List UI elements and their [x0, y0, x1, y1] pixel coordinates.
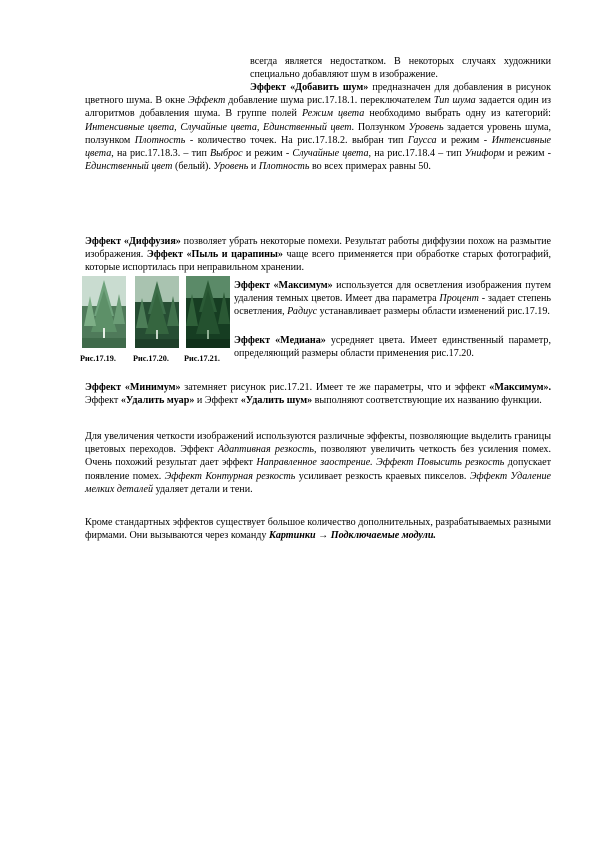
- figure-17-20-image: [135, 276, 179, 348]
- effect-name: «Удалить шум»: [240, 395, 313, 407]
- paragraph-add-noise-effect: [85, 81, 551, 173]
- effect-name: Эффект «Минимум»: [85, 382, 181, 393]
- effect-name: Эффект «Диффузия»: [85, 236, 181, 247]
- text: и: [248, 161, 259, 173]
- term: Уровень: [213, 161, 249, 173]
- term: Единственный цвет: [85, 161, 173, 173]
- menu-command: Картинки → Подключаемые модули.: [268, 530, 436, 542]
- text: Кроме стандартных эффектов существует большое количество дополнительных, разрабатываемых разными фирмами. Они вызываются через команду: [85, 517, 551, 542]
- text: удаляет детали и тени.: [153, 483, 253, 495]
- effect-name: Эффект «Медиана»: [234, 335, 326, 346]
- text: усиливает резкость краевых пикселов.: [295, 470, 470, 482]
- term: Интенсивные цвета: [85, 134, 552, 160]
- term: Плотность: [134, 134, 186, 146]
- term: Уровень: [408, 121, 444, 133]
- text: , на рис.17.18.3. – тип: [111, 148, 211, 160]
- paragraph-median-effect: [234, 334, 551, 360]
- text: и режим -: [242, 148, 293, 160]
- term: Радиус: [287, 306, 318, 318]
- text: позволяют увеличить четкость без усиления помех. Очень похожий результат дает эффект: [85, 444, 551, 469]
- text: и режим -: [436, 134, 492, 146]
- paragraph-maximum-effect: [234, 279, 551, 319]
- term: Тип шума: [433, 95, 476, 107]
- term: Эффект Удаление мелких деталей: [85, 470, 551, 495]
- term: Процент: [439, 293, 479, 305]
- paragraph-plugins: [85, 516, 551, 542]
- text: чаще всего применяется при обработке старых фотографий, которые испортилась при неправильном хранении.: [85, 249, 552, 274]
- figure-17-19-image: [82, 276, 126, 348]
- text: задается один из алгоритмов добавления шума. В группе полей: [85, 95, 552, 120]
- effect-name: Эффект «Пыль и царапины»: [146, 249, 283, 261]
- term: Адаптивная резкость,: [217, 444, 317, 456]
- text: необходимо выбрать одну из категорий:: [364, 108, 551, 120]
- term: Интенсивные цвета, Случайные цвета, Единственный цвет.: [85, 121, 355, 133]
- text: усредняет цвета. Имеет единственный параметр, определяющий размеры области применения рис.17.20.: [234, 335, 551, 360]
- text: затемняет рисунок рис.17.21. Имеет те же параметры, что и эффект: [180, 382, 490, 393]
- text: Эффект: [85, 395, 121, 407]
- figure-caption: Рис.17.21.: [184, 354, 220, 363]
- text: и режим -: [504, 148, 551, 160]
- text: всегда является недостатком. В некоторых случаях художники специально добавляют шум в изображение.: [250, 56, 551, 81]
- text: , на рис.17.18.4 – тип: [368, 148, 465, 160]
- paragraph-noise-intro: [250, 55, 551, 81]
- text: допускает появление помех.: [85, 457, 551, 482]
- text: позволяет убрать некоторые помехи. Результат работы диффузии похож на размытие изображения.: [85, 236, 552, 261]
- text: (белый).: [172, 161, 214, 173]
- text: во всех примерах равны 50.: [309, 161, 431, 173]
- text: задается уровень шума, ползунком: [85, 121, 551, 146]
- effect-name: Эффект «Максимум»: [234, 280, 333, 291]
- effect-name: «Удалить муар»: [120, 395, 195, 407]
- term: Режим цвета: [302, 108, 365, 120]
- effect-name: «Максимум».: [489, 382, 552, 393]
- paragraph-minimum-effect: [85, 381, 551, 407]
- term: Выброс: [210, 148, 243, 160]
- term: Гаусса: [407, 134, 437, 146]
- figure-caption: Рис.17.19.: [80, 354, 116, 363]
- text: - количество точек. На рис.17.18.2. выбран тип: [185, 134, 408, 146]
- term: Плотность: [258, 161, 310, 173]
- term: Униформ: [464, 148, 505, 160]
- paragraph-diffusion-effect: [85, 235, 551, 275]
- figure-17-21-image: [186, 276, 230, 348]
- text: Ползунком: [354, 121, 409, 133]
- term: Направленное заострение. Эффект Повысить резкость: [256, 457, 505, 469]
- term: Эффект: [187, 95, 226, 107]
- text: - задает степень осветления,: [234, 293, 551, 318]
- paragraph-sharpness-effects: [85, 430, 551, 496]
- figure-caption: Рис.17.20.: [133, 354, 169, 363]
- text: и Эффект: [194, 395, 241, 407]
- text: устанавливает размеры области изменений рис.17.19.: [317, 306, 550, 318]
- text: Для увеличения четкости изображений используются различные эффекты, позволяющие выделить границы цветовых переходов. Эффект: [85, 431, 551, 456]
- effect-name: Эффект «Добавить шум»: [250, 82, 369, 93]
- text: предназначен для добавления в рисунок цветного шума. В окне: [85, 82, 552, 107]
- text: добавление шума рис.17.18.1. переключателем: [225, 95, 434, 107]
- text: используется для осветления изображения путем удаления темных цветов. Имеет два параметра: [234, 280, 551, 305]
- text: выполняют соответствующие их названию функции.: [312, 395, 542, 407]
- term: Эффект Контурная резкость: [164, 470, 296, 482]
- term: Случайные цвета: [292, 148, 369, 160]
